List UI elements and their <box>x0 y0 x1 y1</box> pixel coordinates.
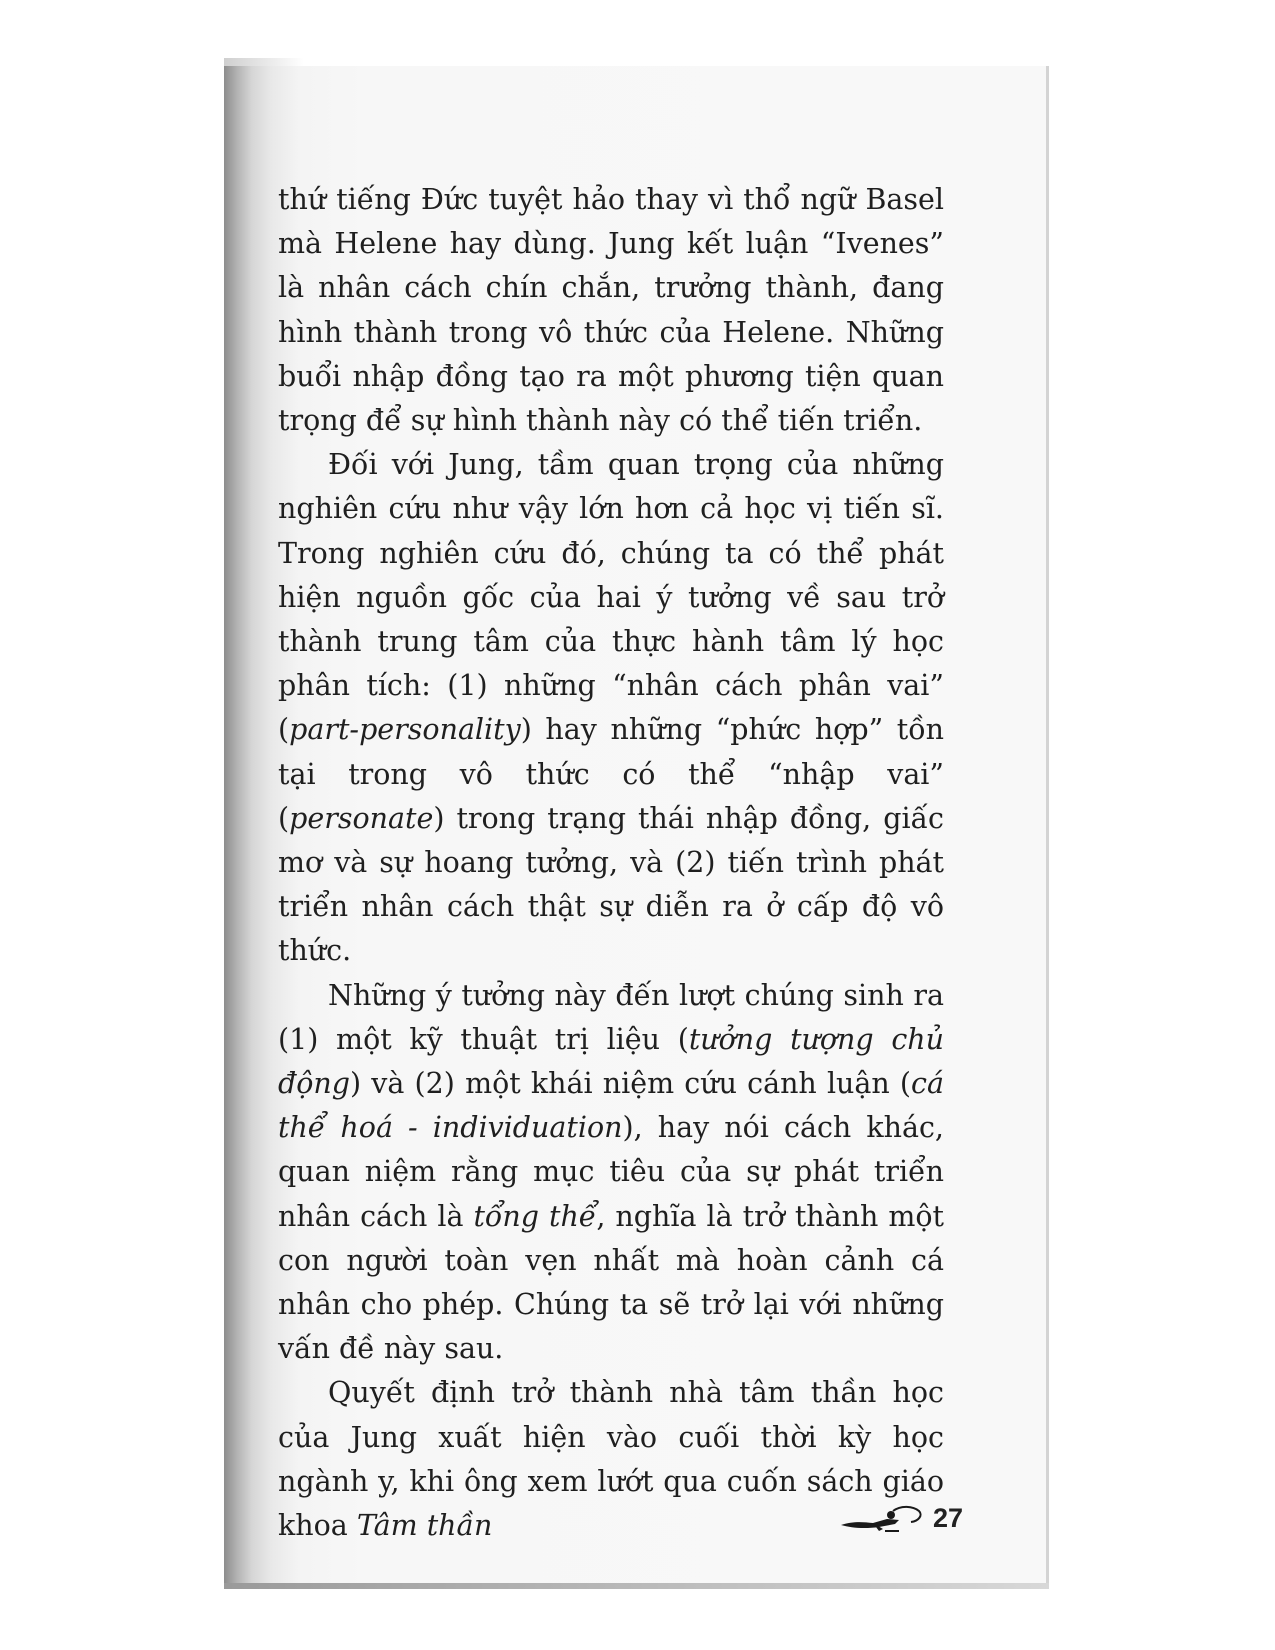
page-footer <box>839 1501 963 1535</box>
text-run: Những ý tưởng này đến lượt chúng sinh ra (1) một kỹ thuật trị liệu ( <box>278 978 944 1056</box>
italic-term: cá thể hoá - individuation <box>278 1067 944 1145</box>
paragraph <box>278 443 944 973</box>
book-page <box>224 66 1049 1586</box>
text-run: Quyết định trở thành nhà tâm thần học của Jung xuất hiện vào cuối thời kỳ học ngành y, khi ông xem lướt qua cuốn sách giáo khoa <box>278 1376 944 1543</box>
page-bottom-shadow <box>224 1583 1049 1589</box>
text-run: ) trong trạng thái nhập đồng, giấc mơ và sự hoang tưởng, và (2) tiến trình phát triển nhân cách thật sự diễn ra ở cấp độ vô thức. <box>278 801 944 968</box>
diver-ornament-icon <box>839 1501 929 1535</box>
italic-term: personate <box>289 801 434 835</box>
text-run: ) hay những “phức hợp” tồn tại trong vô thức có thể “nhập vai” ( <box>278 713 944 835</box>
text-run: ) và (2) một khái niệm cứu cánh luận ( <box>350 1067 912 1101</box>
italic-term: Tâm thần <box>356 1509 493 1543</box>
italic-term: tổng thể <box>473 1199 597 1233</box>
text-run: ), hay nói cách khác, quan niệm rằng mục tiêu của sự phát triển nhân cách là <box>278 1111 944 1233</box>
italic-term: part-personality <box>289 713 521 747</box>
paragraph <box>278 974 944 1372</box>
italic-term: tưởng tượng chủ động <box>278 1022 944 1101</box>
body-text <box>278 178 944 1548</box>
text-run: thứ tiếng Đức tuyệt hảo thay vì thổ ngữ Basel mà Helene hay dùng. Jung kết luận “Ivenes” là nhân cách chín chắn, trưởng thành, đang hình thành trong vô thức của Helene. Những buổi nhập đồng tạo ra một phương tiện quan trọng để sự hình thành này có thể tiến triển. <box>278 183 944 438</box>
text-run: , nghĩa là trở thành một con người toàn vẹn nhất mà hoàn cảnh cá nhân cho phép. Chúng ta sẽ trở lại với những vấn đề này sau. <box>278 1199 944 1366</box>
paragraph <box>278 178 944 443</box>
text-run: Đối với Jung, tầm quan trọng của những nghiên cứu như vậy lớn hơn cả học vị tiến sĩ. Trong nghiên cứu đó, chúng ta có thể phát hiện nguồn gốc của hai ý tưởng về sau trở thành trung tâm của thực hành tâm lý học phân tích: (1) những “nhân cách phân vai” ( <box>278 448 944 747</box>
page-number: 27 <box>932 1502 963 1533</box>
